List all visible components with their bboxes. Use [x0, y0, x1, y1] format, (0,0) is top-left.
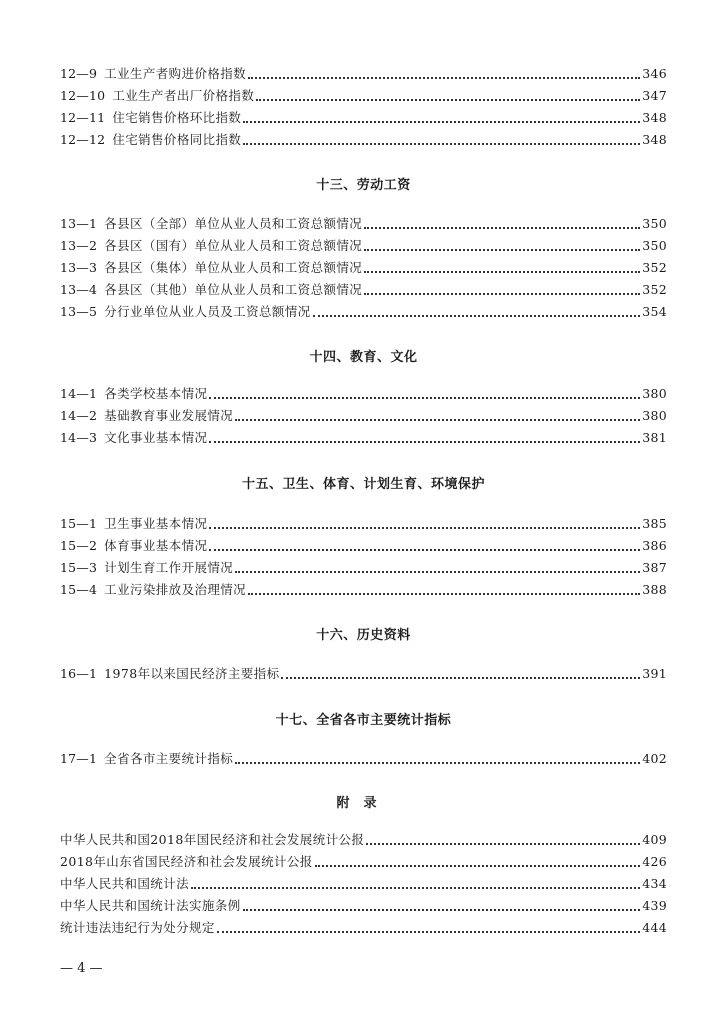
toc-entry[interactable]: [60, 914, 667, 936]
entry-page-number: 385: [642, 516, 667, 531]
entry-page-number: 386: [642, 538, 667, 553]
dot-leader: [281, 676, 640, 679]
entry-code: 13—1: [60, 216, 98, 231]
dot-leader: [364, 270, 640, 273]
entry-title: 体育事业基本情况: [104, 538, 208, 553]
dot-leader: [364, 226, 640, 229]
entry-title: 分行业单位从业人员及工资总额情况: [104, 304, 311, 319]
entry-page-number: 434: [642, 876, 667, 891]
toc-entry[interactable]: [60, 745, 667, 767]
entry-page-number: 352: [642, 260, 667, 275]
entry-page-number: 354: [642, 304, 667, 319]
entry-code: 13—3: [60, 260, 98, 275]
dot-leader: [243, 120, 640, 123]
dot-leader: [313, 314, 641, 317]
dot-leader: [191, 886, 640, 889]
entry-page-number: 350: [642, 216, 667, 231]
entry-title: 统计违法违纪行为处分规定: [60, 920, 215, 935]
entry-page-number: 347: [642, 88, 667, 103]
entry-code: 14—1: [60, 386, 98, 401]
section-heading: 十五、卫生、体育、计划生育、环境保护: [241, 477, 485, 492]
toc-entry[interactable]: [60, 554, 667, 576]
entry-code: 13—4: [60, 282, 98, 297]
dot-leader: [248, 592, 640, 595]
toc-entry[interactable]: [60, 848, 667, 870]
entry-code: 15—3: [60, 560, 98, 575]
toc-entry[interactable]: [60, 126, 667, 148]
dot-leader: [366, 842, 640, 845]
entry-page-number: 409: [642, 832, 667, 847]
toc-entry[interactable]: [60, 402, 667, 424]
entry-code: 15—2: [60, 538, 98, 553]
entry-title: 计划生育工作开展情况: [104, 560, 234, 575]
entry-page-number: 348: [642, 110, 667, 125]
toc-entry[interactable]: [60, 870, 667, 892]
toc-entry[interactable]: [60, 660, 667, 682]
dot-leader: [235, 761, 640, 764]
entry-code: 12—10: [60, 88, 106, 103]
entry-title: 工业生产者出厂价格指数: [112, 88, 255, 103]
toc-entry[interactable]: [60, 210, 667, 232]
entry-page-number: 388: [642, 582, 667, 597]
entry-code: 12—12: [60, 132, 106, 147]
dot-leader: [243, 142, 640, 145]
entry-title: 文化事业基本情况: [104, 430, 208, 445]
dot-leader: [235, 418, 640, 421]
entry-title: 卫生事业基本情况: [104, 516, 208, 531]
dot-leader: [209, 440, 640, 443]
entry-page-number: 380: [642, 408, 667, 423]
entry-page-number: 348: [642, 132, 667, 147]
dot-leader: [209, 548, 640, 551]
dot-leader: [315, 864, 641, 867]
dot-leader: [248, 76, 640, 79]
section-heading: 十四、教育、文化: [309, 350, 418, 365]
toc-entry[interactable]: [60, 380, 667, 402]
toc-entry[interactable]: [60, 424, 667, 446]
toc-entry[interactable]: [60, 60, 667, 82]
entry-title: 基础教育事业发展情况: [104, 408, 234, 423]
entry-title: 各类学校基本情况: [104, 386, 208, 401]
dot-leader: [209, 526, 640, 529]
entry-title: 住宅销售价格同比指数: [112, 132, 242, 147]
entry-code: 16—1: [60, 666, 98, 681]
entry-page-number: 439: [642, 898, 667, 913]
entry-title: 1978年以来国民经济主要指标: [104, 666, 280, 681]
dot-leader: [364, 248, 640, 251]
dot-leader: [243, 908, 641, 911]
entry-code: 14—3: [60, 430, 98, 445]
entry-title: 工业生产者购进价格指数: [104, 66, 247, 81]
entry-code: 13—2: [60, 238, 98, 253]
section-heading: 十七、全省各市主要统计指标: [275, 713, 452, 728]
dot-leader: [256, 98, 640, 101]
entry-title: 2018年山东省国民经济和社会发展统计公报: [60, 854, 313, 869]
dot-leader: [364, 292, 640, 295]
entry-page-number: 346: [642, 66, 667, 81]
toc-entry[interactable]: [60, 276, 667, 298]
entry-title: 各县区（全部）单位从业人员和工资总额情况: [104, 216, 363, 231]
dot-leader: [235, 570, 640, 573]
entry-title: 各县区（其他）单位从业人员和工资总额情况: [104, 282, 363, 297]
section-heading: 附录: [336, 796, 391, 811]
entry-code: 12—11: [60, 110, 106, 125]
toc-entry[interactable]: [60, 82, 667, 104]
entry-title: 中华人民共和国统计法: [60, 876, 190, 891]
entry-page-number: 444: [642, 920, 667, 935]
dot-leader: [209, 396, 640, 399]
entry-page-number: 426: [642, 854, 667, 869]
toc-entry[interactable]: [60, 254, 667, 276]
entry-code: 14—2: [60, 408, 98, 423]
entry-title: 各县区（集体）单位从业人员和工资总额情况: [104, 260, 363, 275]
entry-title: 工业污染排放及治理情况: [104, 582, 247, 597]
entry-page-number: 380: [642, 386, 667, 401]
section-heading: 十六、历史资料: [316, 628, 411, 643]
toc-entry[interactable]: [60, 576, 667, 598]
toc-entry[interactable]: [60, 104, 667, 126]
entry-title: 各县区（国有）单位从业人员和工资总额情况: [104, 238, 363, 253]
entry-page-number: 352: [642, 282, 667, 297]
entry-code: 15—1: [60, 516, 98, 531]
entry-title: 全省各市主要统计指标: [104, 751, 234, 766]
toc-entry[interactable]: [60, 892, 667, 914]
entry-code: 13—5: [60, 304, 98, 319]
toc-entry[interactable]: [60, 532, 667, 554]
entry-page-number: 387: [642, 560, 667, 575]
entry-code: 15—4: [60, 582, 98, 597]
entry-page-number: 350: [642, 238, 667, 253]
entry-title: 中华人民共和国统计法实施条例: [60, 898, 241, 913]
entry-title: 住宅销售价格环比指数: [112, 110, 242, 125]
toc-entry[interactable]: [60, 298, 667, 320]
toc-entry[interactable]: [60, 232, 667, 254]
toc-entry[interactable]: [60, 826, 667, 848]
entry-page-number: 402: [642, 751, 667, 766]
page-number: — 4 —: [60, 961, 103, 976]
toc-entry[interactable]: [60, 510, 667, 532]
dot-leader: [217, 930, 640, 933]
section-heading: 十三、劳动工资: [316, 178, 411, 193]
entry-page-number: 381: [642, 430, 667, 445]
entry-title: 中华人民共和国2018年国民经济和社会发展统计公报: [60, 832, 365, 847]
entry-page-number: 391: [642, 666, 667, 681]
entry-code: 17—1: [60, 751, 98, 766]
entry-code: 12—9: [60, 66, 98, 81]
